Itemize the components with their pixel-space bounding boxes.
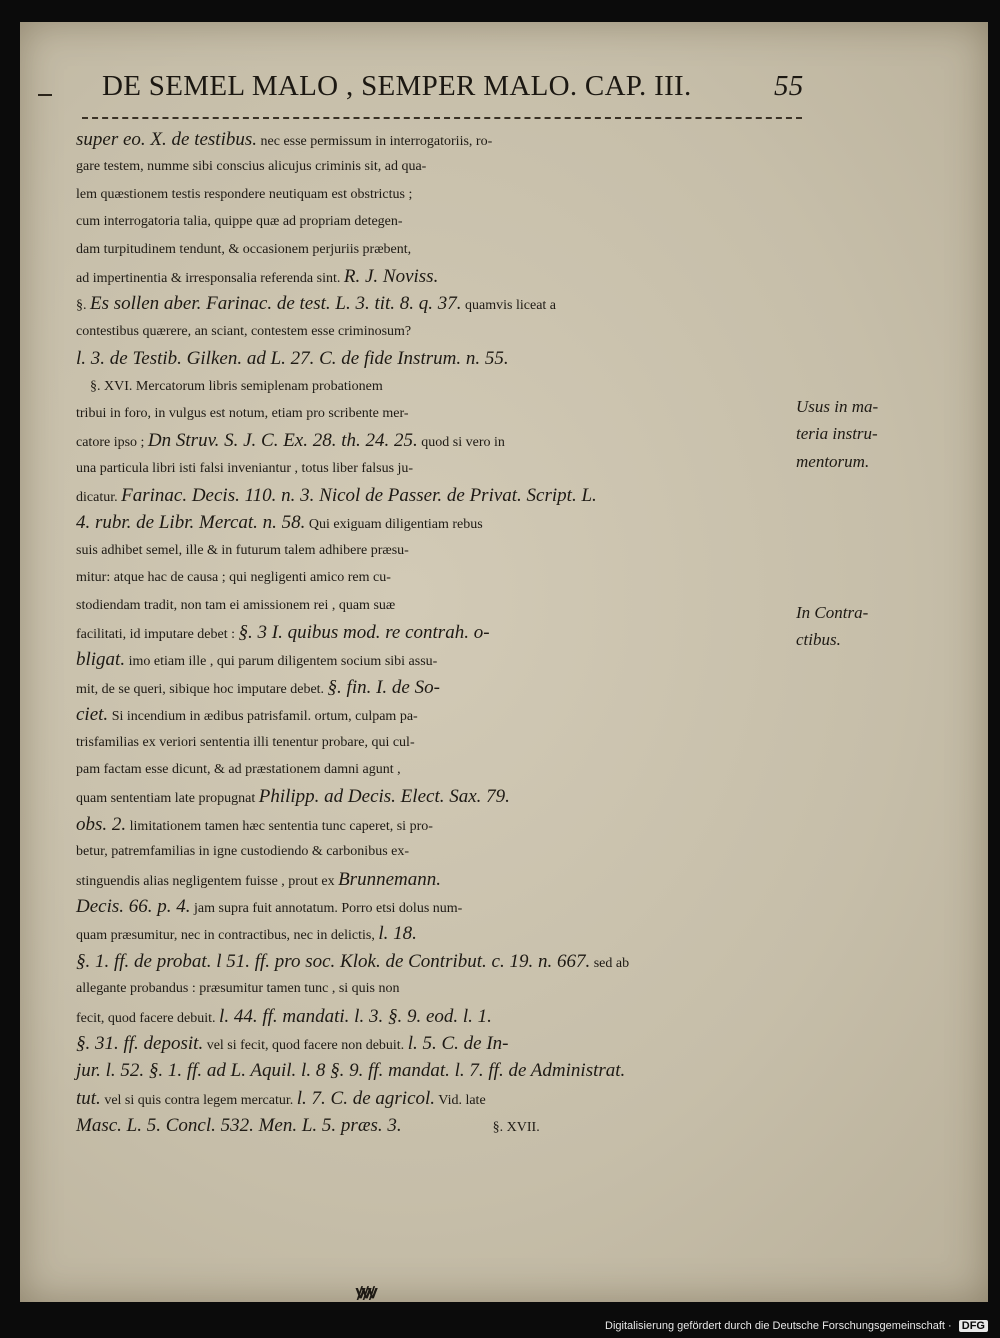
text-line — [76, 482, 796, 509]
citation-text: Farinac. Decis. 110. n. 3. Nicol de Passer. de Privat. Script. L. — [121, 485, 597, 507]
text-line — [76, 1085, 796, 1112]
body-text-segment: quam præsumitur, nec in contractibus, nec in delictis, — [76, 928, 379, 944]
text-line — [76, 290, 796, 317]
text-line — [76, 646, 796, 673]
body-text-segment: trisfamilias ex veriori sententia illi tenentur probare, qui cul- — [76, 734, 415, 750]
body-text-segment: jam supra fuit annotatum. Porro etsi dolus num- — [190, 900, 463, 916]
text-line — [76, 208, 796, 235]
body-text-segment: mit, de se queri, sibique hoc imputare debet. — [76, 681, 328, 697]
text-line — [76, 153, 796, 180]
text-line — [76, 345, 796, 372]
marginal-note-line: In Contra- — [796, 603, 869, 622]
body-text-segment: dam turpitudinem tendunt, & occasionem perjuriis præbent, — [76, 241, 412, 257]
body-text-segment: dicatur. — [76, 490, 122, 506]
body-text-segment: stinguendis alias negligentem fuisse , prout ex — [76, 873, 339, 889]
marginal-note-line: teria instru- — [796, 424, 878, 444]
body-text-segment: limitationem tamen hæc sententia tunc caperet, si pro- — [126, 818, 433, 834]
citation-text: l. 18. — [378, 923, 417, 945]
citation-text: l. 44. ff. mandati. l. 3. §. 9. eod. l. 1. — [219, 1005, 492, 1027]
citation-text: Brunnemann. — [338, 868, 441, 890]
body-text-segment: catore ipso ; — [76, 435, 148, 451]
header-rule — [82, 117, 802, 119]
body-text-segment: betur, patremfamilias in igne custodiendo & carbonibus ex- — [76, 844, 410, 860]
body-text-segment: fecit, quod facere debuit. — [76, 1010, 220, 1026]
text-line — [76, 619, 796, 646]
text-line — [76, 975, 796, 1002]
book-page — [20, 22, 988, 1302]
citation-text: jur. l. 52. §. 1. ff. ad L. Aquil. l. 8 §. 9. ff. mandat. l. 7. ff. de Administrat. — [76, 1060, 626, 1082]
text-line — [76, 838, 796, 865]
text-line — [76, 674, 796, 701]
text-line — [76, 893, 796, 920]
citation-text: Philipp. ad Decis. Elect. Sax. 79. — [258, 786, 510, 808]
body-text-segment: allegante probandus : præsumitur tamen tunc , si quis non — [76, 981, 400, 997]
citation-text: l. 3. de Testib. Gilken. ad L. 27. C. de fide Instrum. n. 55. — [76, 348, 509, 370]
citation-text: l. 5. C. de In- — [407, 1032, 509, 1054]
body-text-segment: vel si quis contra legem mercatur. — [100, 1092, 297, 1108]
text-line — [76, 1112, 796, 1139]
body-text-segment: nec esse permissum in interrogatoriis, ro- — [257, 134, 493, 149]
marginal-note-line: Usus in ma- — [796, 397, 879, 416]
text-line — [76, 236, 796, 263]
marginal-note-line: mentorum. — [796, 451, 870, 471]
marginal-note-contract — [796, 599, 868, 654]
body-text-segment: contestibus quærere, an sciant, contestem esse criminosum? — [76, 323, 412, 339]
citation-text: obs. 2. — [76, 813, 127, 835]
body-text-segment: §. — [76, 298, 90, 314]
text-line — [76, 1057, 796, 1084]
text-line — [76, 783, 796, 810]
body-text-segment: §. XVI. Mercatorum libris semiplenam probationem — [76, 378, 383, 394]
text-line — [76, 455, 796, 482]
citation-text: super eo. X. de testibus. — [76, 129, 258, 150]
citation-text: §. 1. ff. de probat. l 51. ff. pro soc. Klok. de Contribut. c. 19. n. 667. — [76, 950, 591, 972]
text-line — [76, 701, 796, 728]
citation-text: §. fin. I. de So- — [327, 676, 440, 698]
body-text-segment: sed ab — [590, 955, 630, 971]
marginal-note-usus — [796, 393, 878, 475]
running-title: DE SEMEL MALO , SEMPER MALO. CAP. III. — [102, 70, 692, 102]
citation-text: Masc. L. 5. Concl. 532. Men. L. 5. præs. 3. — [76, 1115, 402, 1137]
citation-text: bligat. — [76, 649, 126, 671]
page-number: 55 — [774, 70, 804, 102]
citation-text: tut. — [76, 1087, 101, 1109]
citation-text: Decis. 66. p. 4. — [76, 895, 191, 917]
text-line — [76, 509, 796, 536]
body-text-segment: Vid. late — [435, 1092, 486, 1108]
body-text-segment: suis adhibet semel, ille & in futurum talem adhibere præsu- — [76, 542, 409, 558]
margin-dash — [38, 94, 52, 96]
text-line — [76, 400, 796, 427]
citation-text: R. J. Noviss. — [343, 265, 439, 287]
dfg-logo: DFG — [959, 1320, 988, 1332]
body-text-segment: Si incendium in ædibus patrisfamil. ortum, culpam pa- — [108, 709, 418, 725]
text-line — [76, 592, 796, 619]
body-text-segment: Qui exiguam diligentiam rebus — [305, 517, 483, 533]
body-text-segment: una particula libri isti falsi inveniantur , totus liber falsus ju- — [76, 460, 414, 476]
text-line — [76, 126, 796, 153]
printer-ornament: ꝟꝟꝟ — [356, 1282, 375, 1302]
body-text-segment: tribui in foro, in vulgus est notum, etiam pro scribente mer- — [76, 405, 409, 421]
footer-credit — [605, 1320, 988, 1332]
text-line — [76, 811, 796, 838]
text-line — [76, 729, 796, 756]
text-line — [76, 1030, 796, 1057]
text-line — [76, 920, 796, 947]
text-line — [76, 181, 796, 208]
body-text-segment: lem quæstionem testis respondere neutiquam est obstrictus ; — [76, 186, 413, 202]
text-line — [76, 1003, 796, 1030]
citation-text: §. 31. ff. deposit. — [76, 1032, 204, 1054]
body-text-segment: quod si vero in — [417, 435, 505, 451]
footer-text: Digitalisierung gefördert durch die Deutsche Forschungsgemeinschaft · — [605, 1320, 952, 1332]
body-text-segment: ad impertinentia & irresponsalia referenda sint. — [76, 270, 344, 286]
body-text-segment: gare testem, numme sibi conscius alicujus criminis sit, ad qua- — [76, 159, 427, 175]
running-header — [102, 70, 812, 110]
body-text-segment: §. XVII. — [401, 1120, 540, 1136]
body-text-segment: quamvis liceat a — [461, 298, 557, 314]
citation-text: §. 3 I. quibus mod. re contrah. o- — [238, 622, 490, 644]
body-text — [76, 126, 796, 1139]
body-text-segment: pam factam esse dicunt, & ad præstationem damni agunt , — [76, 761, 401, 777]
text-line — [76, 564, 796, 591]
citation-text: 4. rubr. de Libr. Mercat. n. 58. — [76, 512, 306, 534]
body-text-segment: quam sententiam late propugnat — [76, 791, 259, 807]
text-line — [76, 318, 796, 345]
text-line — [76, 866, 796, 893]
marginal-note-line: ctibus. — [796, 630, 841, 650]
body-text-segment: facilitati, id imputare debet : — [76, 627, 239, 643]
text-line — [76, 373, 796, 400]
text-line — [76, 427, 796, 454]
body-text-segment: imo etiam ille , qui parum diligentem socium sibi assu- — [125, 654, 438, 670]
text-line — [76, 756, 796, 783]
citation-text: Es sollen aber. Farinac. de test. L. 3. tit. 8. q. 37. — [90, 293, 462, 315]
body-text-segment: cum interrogatoria talia, quippe quæ ad propriam detegen- — [76, 214, 403, 230]
text-line — [76, 948, 796, 975]
citation-text: l. 7. C. de agricol. — [296, 1087, 436, 1109]
body-text-segment: vel si fecit, quod facere non debuit. — [203, 1037, 408, 1053]
body-text-segment: stodiendam tradit, non tam ei amissionem rei , quam suæ — [76, 597, 396, 613]
citation-text: ciet. — [76, 704, 109, 726]
text-line — [76, 263, 796, 290]
citation-text: Dn Struv. S. J. C. Ex. 28. th. 24. 25. — [147, 430, 418, 452]
text-line — [76, 537, 796, 564]
body-text-segment: mitur: atque hac de causa ; qui negligenti amico rem cu- — [76, 570, 391, 586]
